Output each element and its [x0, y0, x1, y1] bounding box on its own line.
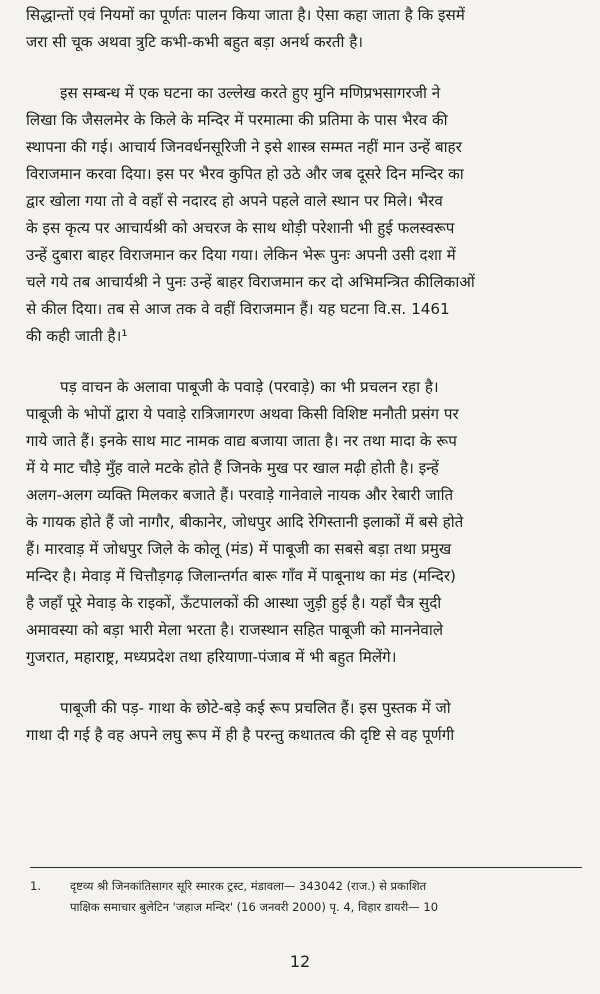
- footnote-text-1: दृष्टव्य श्री जिनकांतिसागर सूरि स्मारक ट्रस्ट, मंडावला— 343042 (राज.) से प्रकाशित: [70, 879, 427, 893]
- text-line: जरा सी चूक अथवा त्रुटि कभी-कभी बहुत बड़ा अनर्थ करती है।: [26, 33, 364, 51]
- text-line: के गायक होते हैं जो नागौर, बीकानेर, जोधपुर आदि रेगिस्तानी इलाकों में बसे होते: [26, 513, 464, 531]
- text-line: पड़ वाचन के अलावा पाबूजी के पवाड़े (परवाड़े) का भी प्रचलन रहा है।: [60, 378, 439, 396]
- text-line: विराजमान करवा दिया। इस पर भैरव कुपित हो उठे और जब दूसरे दिन मन्दिर का: [26, 165, 464, 183]
- footnote-number: 1.: [30, 879, 41, 893]
- footnote-line-1: [30, 876, 582, 897]
- text-line: गाये जाते हैं। इनके साथ माट नामक वाद्य बजाया जाता है। नर तथा मादा के रूप: [26, 432, 457, 450]
- footnote: [30, 876, 582, 918]
- footnote-rule: [30, 867, 582, 868]
- footnote-line-2: पाक्षिक समाचार बुलेटिन 'जहाज मन्दिर' (16 जनवरी 2000) पृ. 4, विहार डायरी— 10: [70, 900, 439, 914]
- paragraph: [26, 695, 582, 749]
- text-line: पाबूजी के भोपों द्वारा ये पवाड़े रात्रिजागरण अथवा किसी विशिष्ट मनौती प्रसंग पर: [26, 405, 459, 423]
- text-line: की कही जाती है।¹: [26, 327, 128, 345]
- paragraph: [26, 80, 582, 350]
- text-line: लिखा कि जैसलमेर के किले के मन्दिर में परमात्मा की प्रतिमा के पास भैरव की: [26, 111, 448, 129]
- text-line: द्वार खोला गया तो वे वहाँ से नदारद हो अपने पहले वाले स्थान पर मिले। भैरव: [26, 192, 443, 210]
- paragraph: [26, 2, 582, 56]
- text-line: अमावस्या को बड़ा भारी मेला भरता है। राजस्थान सहित पाबूजी को माननेवाले: [26, 621, 444, 639]
- text-line: है जहाँ पूरे मेवाड़ के राइकों, ऊँटपालकों की आस्था जुड़ी हुई है। यहाँ चैत्र सुदी: [26, 594, 442, 612]
- text-line: के इस कृत्य पर आचार्यश्री को अचरज के साथ थोड़ी परेशानी भी हुई फलस्वरूप: [26, 219, 455, 237]
- text-line: हैं। मारवाड़ में जोधपुर जिले के कोलू (मंड) में पाबूजी का सबसे बड़ा तथा प्रमुख: [26, 540, 452, 558]
- text-line: से कील दिया। तब से आज तक वे वहीं विराजमान हैं। यह घटना वि.स. 1461: [26, 300, 450, 318]
- text-line: में ये माट चौड़े मुँह वाले मटके होते हैं जिनके मुख पर खाल मढ़ी होती है। इन्हें: [26, 459, 439, 477]
- text-line: उन्हें दुबारा बाहर विराजमान कर दिया गया। लेकिन भेरू पुनः अपनी उसी दशा में: [26, 246, 456, 264]
- text-line: मन्दिर है। मेवाड़ में चित्तौड़गढ़ जिलान्तर्गत बारू गाँव में पाबूनाथ का मंड (मन्दिर): [26, 567, 456, 585]
- body-text: [26, 2, 582, 773]
- text-line: इस सम्बन्ध में एक घटना का उल्लेख करते हुए मुनि मणिप्रभसागरजी ने: [60, 84, 441, 102]
- text-line: गुजरात, महाराष्ट्र, मध्यप्रदेश तथा हरियाणा-पंजाब में भी बहुत मिलेंगे।: [26, 648, 397, 666]
- text-line: सिद्धान्तों एवं नियमों का पूर्णतः पालन किया जाता है। ऐसा कहा जाता है कि इसमें: [26, 6, 465, 24]
- text-line: पाबूजी की पड़- गाथा के छोटे-बड़े कई रूप प्रचलित हैं। इस पुस्तक में जो: [60, 699, 451, 717]
- text-line: अलग-अलग व्यक्ति मिलकर बजाते हैं। परवाड़े गानेवाले नायक और रेबारी जाति: [26, 486, 454, 504]
- text-line: स्थापना की गई। आचार्य जिनवर्धनसूरिजी ने इसे शास्त्र सम्मत नहीं मान उन्हें बाहर: [26, 138, 462, 156]
- paragraph: [26, 374, 582, 671]
- page-number: 12: [289, 952, 311, 971]
- text-line: चले गये तब आचार्यश्री ने पुनः उन्हें बाहर विराजमान कर दो अभिमन्त्रित कीलिकाओं: [26, 273, 475, 291]
- text-line: गाथा दी गई है वह अपने लघु रूप में ही है परन्तु कथातत्व की दृष्टि से वह पूर्णगी: [26, 726, 455, 744]
